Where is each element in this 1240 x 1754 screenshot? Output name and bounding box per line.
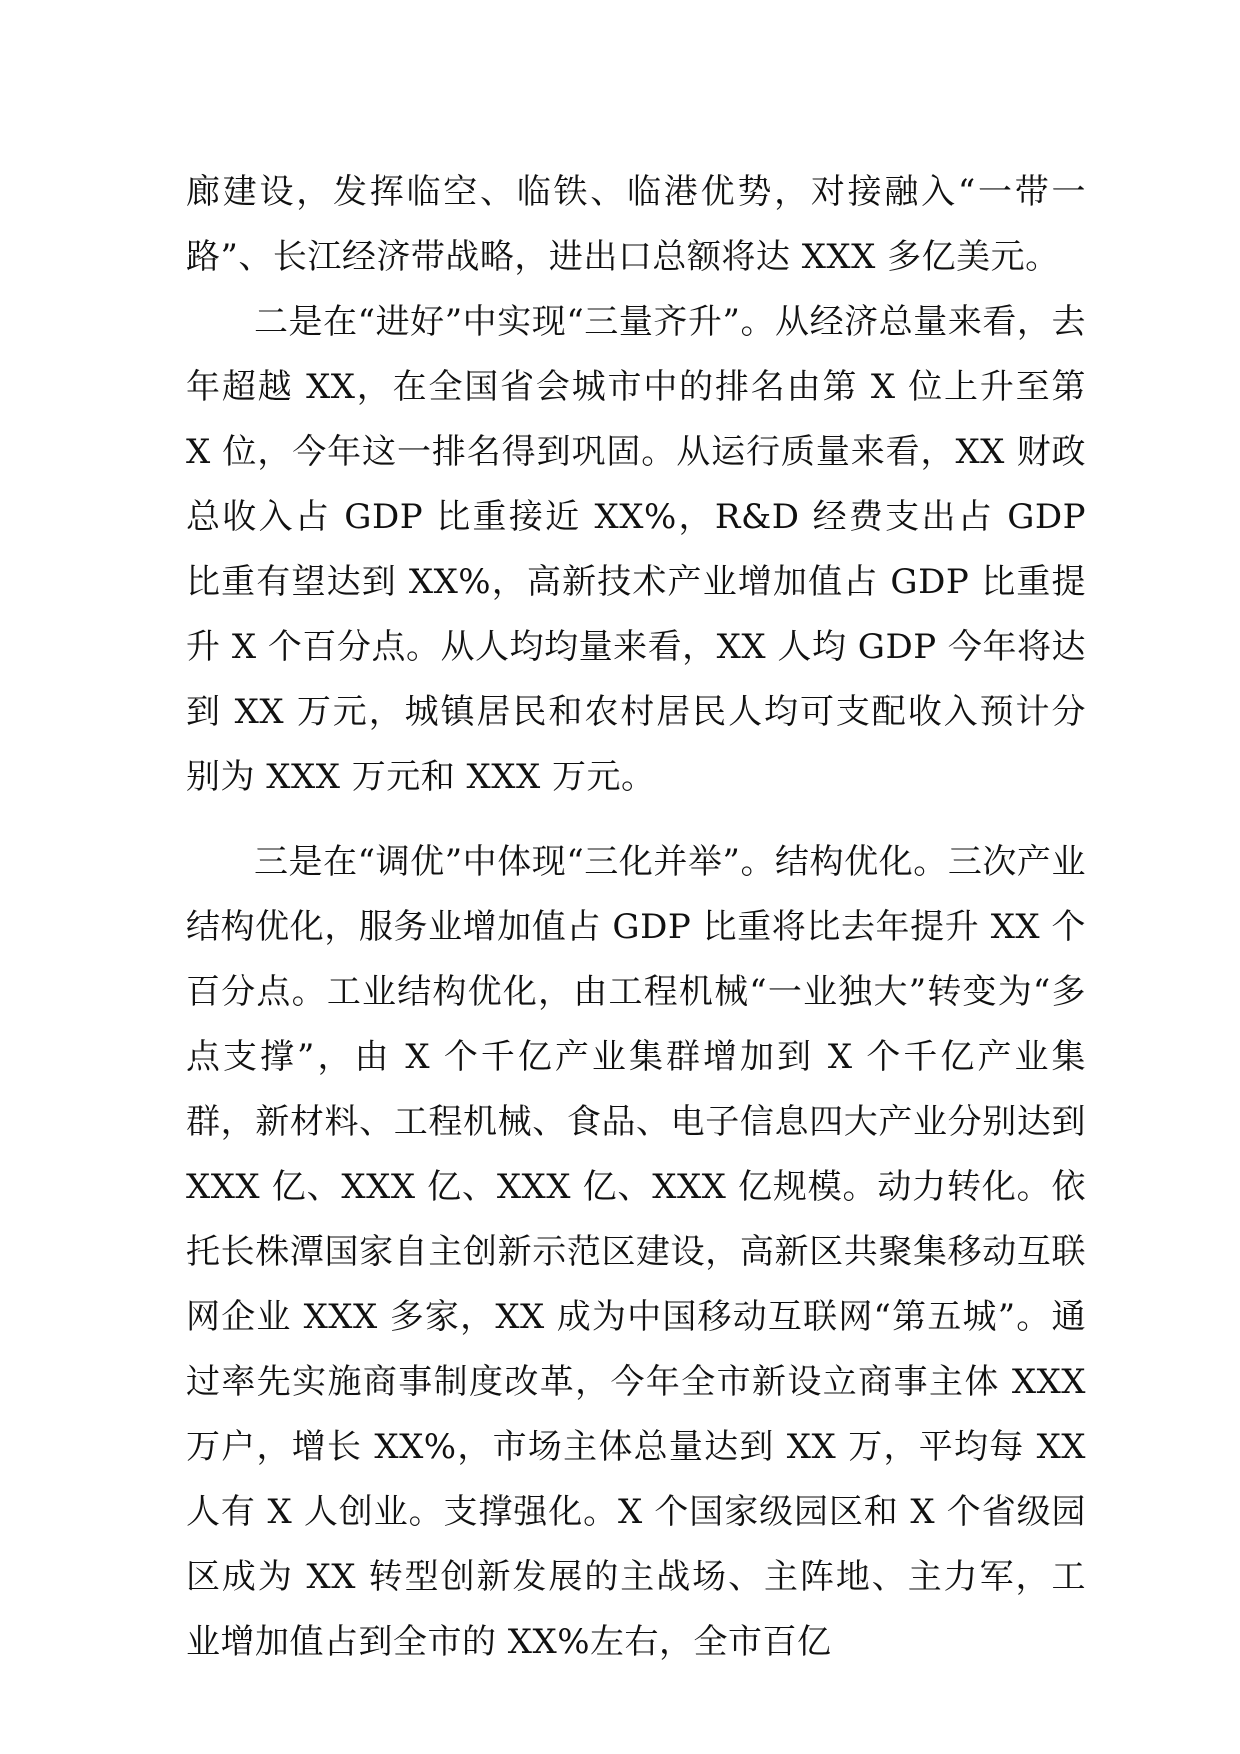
paragraph-three-optimizations: 三是在“调优”中体现“三化并举”。结构优化。三次产业结构优化，服务业增加值占 GDP 比重将比去年提升 XX 个百分点。工业结构优化，由工程机械“一业独大”转变为“多点支撑”，由 X 个千亿产业集群增加到 X 个千亿产业集群，新材料、工程机械、食品、电子信息四大产业分别达到 XXX 亿、XXX 亿、XXX 亿、XXX 亿规模。动力转化。依托长株潭国家自主创新示范区建设，高新区共聚集移动互联网企业 XXX 多家，XX 成为中国移动互联网“第五城”。通过率先实施商事制度改革，今年全市新设立商事主体 XXX 万户，增长 XX%，市场主体总量达到 XX 万，平均每 XX 人有 X 人创业。支撑强化。X 个国家级园区和 X 个省级园区成为 XX 转型创新发展的主战场、主阵地、主力军，工业增加值占到全市的 XX%左右，全市百亿	[186, 842, 1086, 1662]
paragraph-three-quantities: 二是在“进好”中实现“三量齐升”。从经济总量来看，去年超越 XX，在全国省会城市中的排名由第 X 位上升至第 X 位，今年这一排名得到巩固。从运行质量来看，XX 财政总收入占 GDP 比重接近 XX%，R&D 经费支出占 GDP 比重有望达到 XX%，高新技术产业增加值占 GDP 比重提升 X 个百分点。从人均均量来看，XX 人均 GDP 今年将达到 XX 万元，城镇居民和农村居民人均可支配收入预计分别为 XXX 万元和 XXX 万元。	[186, 302, 1086, 797]
document-body	[186, 160, 1086, 1675]
paragraph-continuation: 廊建设，发挥临空、临铁、临港优势，对接融入“一带一路”、长江经济带战略，进出口总额将达 XXX 多亿美元。	[186, 172, 1086, 277]
